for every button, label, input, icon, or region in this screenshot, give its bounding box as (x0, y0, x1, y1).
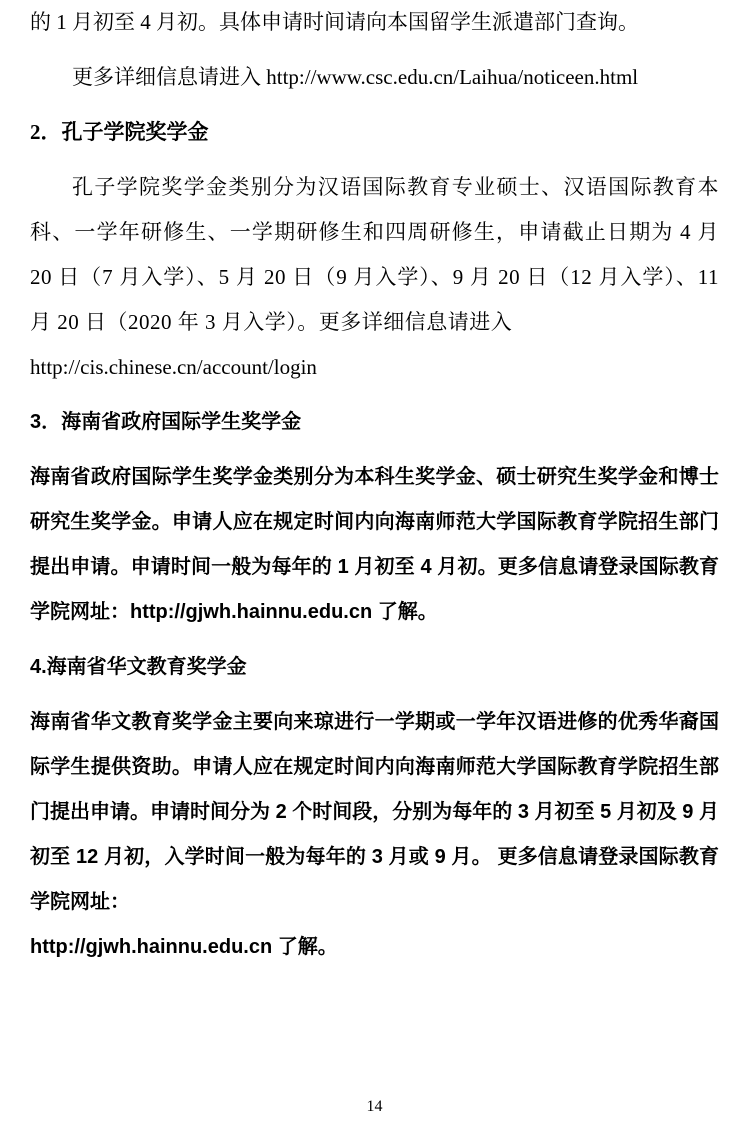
heading-hainan-chinese-education-scholarship: 4.海南省华文教育奖学金 (30, 656, 247, 678)
url-hainan-international-education-college: http://gjwh.hainnu.edu.cn 了解。 (30, 936, 338, 958)
spacer (30, 45, 719, 55)
spacer (30, 445, 719, 455)
spacer (30, 100, 719, 110)
heading-confucius-institute-scholarship: 2．孔子学院奖学金 (30, 120, 209, 144)
heading-hainan-government-scholarship: 3．海南省政府国际学生奖学金 (30, 411, 302, 433)
spacer (30, 635, 719, 645)
spacer (30, 390, 719, 400)
paragraph-confucius-institute-scholarship: 孔子学院奖学金类别分为汉语国际教育专业硕士、汉语国际教育本科、一学年研修生、一学期研修生和四周研修生，申请截止日期为 4 月 20 日（7 月入学）、5 月 20 日（9 月入学）、9 月 20 日（12 月入学）、11 月 20 日（2020 年 3 月入学）。更多详细信息请进入 (30, 175, 719, 334)
paragraph-csc-more-info: 更多详细信息请进入 http://www.csc.edu.cn/Laihua/noticeen.html (72, 65, 639, 89)
paragraph-hainan-chinese-education-scholarship: 海南省华文教育奖学金主要向来琼进行一学期或一学年汉语进修的优秀华裔国际学生提供资助。申请人应在规定时间内向海南师范大学国际教育学院招生部门提出申请。申请时间分为 2 个时间段，分别为每年的 3 月初至 5 月初及 9 月初至 12 月初，入学时间一般为每年的 3 月或 9 月。 更多信息请登录国际教育学院网址： (30, 711, 719, 913)
paragraph-hainan-government-scholarship: 海南省政府国际学生奖学金类别分为本科生奖学金、硕士研究生奖学金和博士研究生奖学金。申请人应在规定时间内向海南师范大学国际教育学院招生部门提出申请。申请时间一般为每年的 1 月初至 4 月初。更多信息请登录国际教育学院网址：http://gjwh.hainnu.edu.cn 了解。 (30, 466, 719, 623)
url-confucius-institute-login: http://cis.chinese.cn/account/login (30, 355, 317, 379)
page-number: 14 (366, 1098, 383, 1115)
spacer (30, 155, 719, 165)
spacer (30, 690, 719, 700)
paragraph-continued-text: 的 1 月初至 4 月初。具体申请时间请向本国留学生派遣部门查询。 (30, 10, 639, 34)
